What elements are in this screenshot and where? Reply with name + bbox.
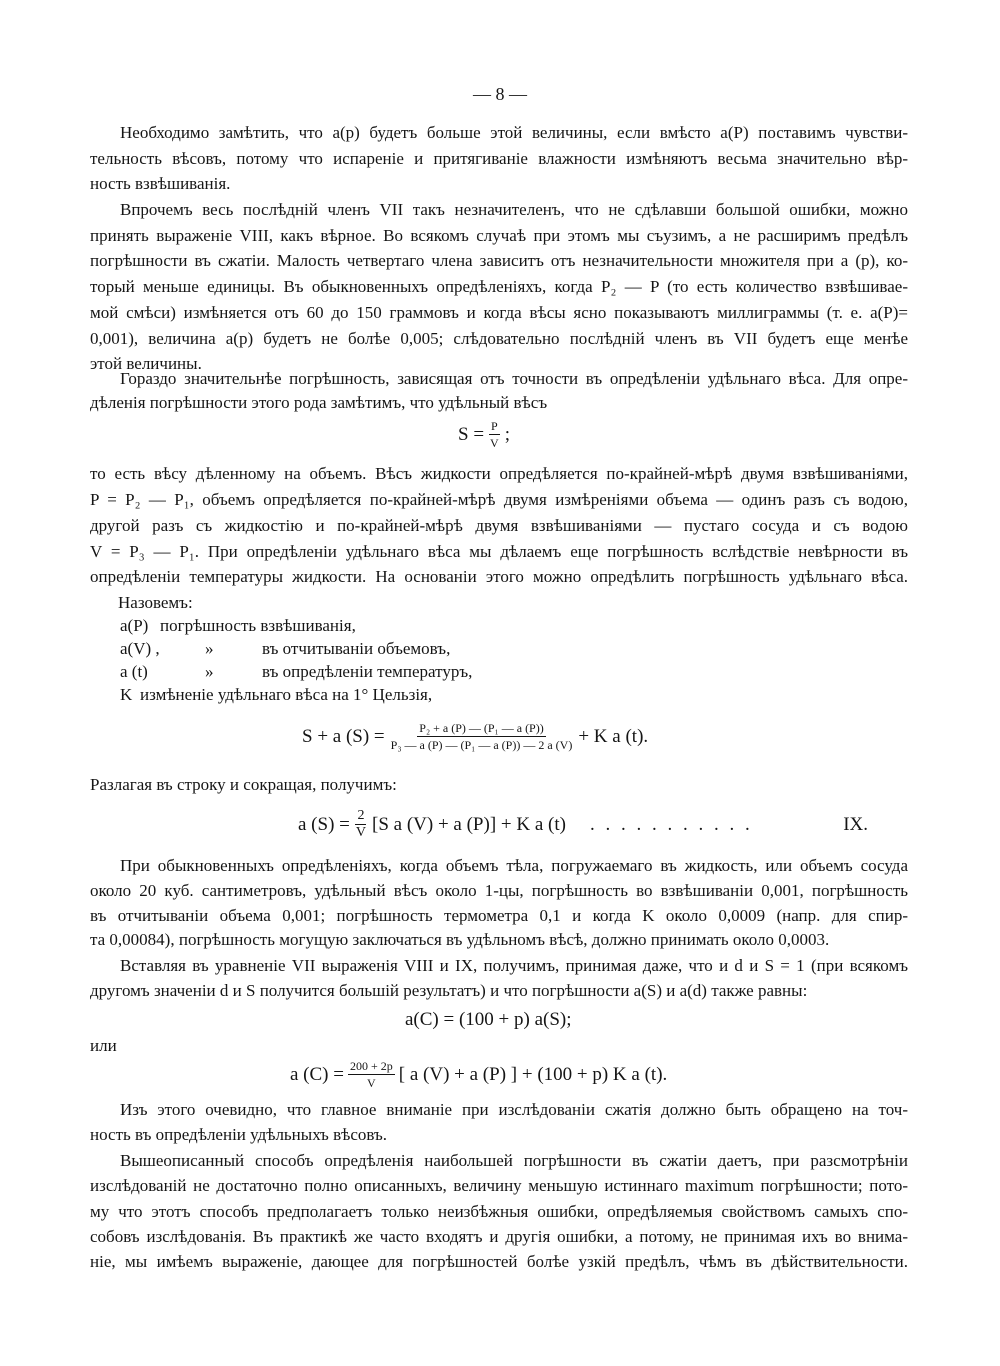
text-line: около 20 куб. сантиметровъ, удѣльный вѣсъ около 1-цы, погрѣшность во взвѣшиваніи 0,001, погрѣшность (90, 881, 908, 900)
text-line: принять выраженіе VIII, какъ вѣрное. Во всякомъ случаѣ при этомъ мы съузимъ, а не расширимъ предѣлъ (90, 226, 908, 245)
formula-lhs: S + a (S) = (302, 725, 385, 747)
text-line: этой величины. (90, 354, 202, 373)
numerator: 2 (357, 808, 365, 823)
definition-text: измѣненіе удѣльнаго вѣса на 1° Цельзія, (140, 685, 433, 704)
definition-symbol: a (t) (120, 662, 148, 681)
text-line: Разлагая въ строку и сокращая, получимъ: (90, 775, 397, 794)
definition-symbol: a(P) (120, 616, 149, 635)
text-line: или (90, 1036, 117, 1055)
formula-text: a(C) = (100 + p) a(S); (405, 1009, 572, 1030)
text-line: Вставляя въ уравненіе VII выраженія VIII и IX, получимъ, принимая даже, что и d и S = 1 (при всякомъ (120, 956, 908, 975)
definition-symbol: K (120, 685, 133, 704)
formula-c-simple (405, 1009, 572, 1031)
text-line: Впрочемъ весь послѣдній членъ VII такъ незначителенъ, что не сдѣлавши большой ошибки, можно (120, 200, 908, 219)
denominator: P₃ — a (P) — (P₁ — a (P)) — 2 a (V) (390, 738, 573, 752)
text-line: Изъ этого очевидно, что главное вниманіе при изслѣдованіи сжатія должно быть обращено на точ- (120, 1100, 908, 1119)
formula-tail: ; (504, 423, 510, 445)
text-line: собовъ изслѣдованія. Въ практикѣ же часто входятъ и другія ошибки, а потому, не принимая ихъ во внима- (90, 1227, 908, 1246)
formula-specific-weight (458, 418, 510, 451)
text-line: V = P₃ — P₁. При опредѣленіи удѣльнаго вѣса мы дѣлаемъ еще погрѣшность вслѣдствіе невѣрности въ (90, 542, 908, 561)
formula-tail: [S a (V) + a (P)] + K a (t) (372, 813, 566, 835)
page-number: — 8 — (473, 84, 527, 104)
leader-dots: . . . . . . . . . . . (589, 813, 753, 835)
text-line: 0,001), величина a(p) будетъ не болѣе 0,005; слѣдовательно послѣдній членъ въ VII будетъ еще менѣе (90, 329, 908, 348)
numerator: P₂ + a (P) — (P₁ — a (P)) (419, 721, 544, 735)
formula-lhs: S = (458, 423, 485, 445)
text-line: то есть вѣсу дѣленному на объемъ. Вѣсъ жидкости опредѣляется по-крайней-мѣрѣ двумя взвѣшиваніями, (90, 464, 908, 483)
text-line: другой разъ съ жидкостію и по-крайней-мѣрѣ двумя взвѣшиваніями — пустаго сосуда и съ водою (90, 516, 908, 535)
text-line: мой смѣси) измѣняется отъ 60 до 150 граммовъ и когда вѣсы ясно показываютъ миллиграммы (т. е. a(P)= (90, 303, 908, 322)
text-line: му что этотъ способъ предполагаетъ только неизбѣжныя ошибки, опредѣляемыя свойствомъ самыхъ спо- (90, 1202, 908, 1221)
denominator: V (367, 1076, 376, 1090)
definition-row (0, 684, 1000, 706)
formula-c-full (290, 1058, 667, 1091)
text-line: дѣленія погрѣшности этого рода замѣтимъ, что удѣльный вѣсъ (90, 393, 548, 412)
text-line: Вышеописанный способъ опредѣленія наибольшей погрѣшности въ сжатіи даетъ, при разсмотрѣніи (120, 1151, 908, 1170)
ditto-mark: » (205, 662, 214, 681)
formula-ix (298, 808, 868, 841)
equation-label: IX. (843, 813, 868, 835)
text-line: ность въ опредѣленіи удѣльныхъ вѣсовъ. (90, 1125, 388, 1144)
formula-lhs: a (C) = (290, 1063, 344, 1085)
text-line: Необходимо замѣтить, что a(p) будетъ больше этой величины, если вмѣсто a(P) поставимъ чувстви- (120, 123, 908, 142)
numerator: 200 + 2p (349, 1059, 393, 1073)
definition-text: погрѣшность взвѣшиванія, (160, 616, 356, 635)
numerator: P (491, 419, 498, 433)
text-line: ніе, мы имѣемъ выраженіе, дающее для погрѣшностей болѣе узкій предѣлъ, чѣмъ въ дѣйствительности. (90, 1252, 908, 1271)
text-line: При обыкновенныхъ опредѣленіяхъ, когда объемъ тѣла, погружаемаго въ жидкость, или объемъ сосуда (120, 856, 908, 875)
definition-row (0, 615, 1000, 637)
definition-row (0, 661, 1000, 683)
text-line: та 0,00084), погрѣшность могущую заключаться въ удѣльномъ вѣсѣ, должно принимать около 0,0003. (90, 930, 830, 949)
definition-text: въ отчитываніи объемовъ, (262, 639, 451, 658)
denominator: V (490, 436, 499, 450)
formula-tail: + K a (t). (578, 725, 649, 747)
text-line: тельность вѣсовъ, потому что испареніе и притягиваніе влажности измѣняютъ весьма значительно вѣр- (90, 149, 908, 168)
text-line: погрѣшности въ сжатіи. Малость четвертаго члена зависитъ отъ незначительности множителя при a (p), ко- (90, 251, 908, 270)
text-line: опредѣленіи температуры жидкости. На основаніи этого можно опредѣлить погрѣшность удѣльнаго вѣса. (90, 567, 908, 586)
definition-text: въ опредѣленіи температуръ, (262, 662, 473, 681)
text-line: Назовемъ: (118, 593, 193, 612)
text-line: ность взвѣшиванія. (90, 174, 231, 193)
definition-row (0, 638, 1000, 660)
formula-lhs: a (S) = (298, 813, 350, 835)
ditto-mark: » (205, 639, 214, 658)
denominator: V (355, 825, 366, 840)
text-line: Гораздо значительнѣе погрѣшность, зависящая отъ точности въ опредѣленіи удѣльнаго вѣса. Для опре- (120, 369, 908, 388)
formula-tail: [ a (V) + a (P) ] + (100 + p) K a (t). (398, 1063, 668, 1085)
definition-symbol: a(V) , (120, 639, 160, 658)
formula-expanded (302, 720, 648, 753)
text-line: торый меньше единицы. Въ обыкновенныхъ опредѣленіяхъ, когда P₂ — P (то есть количество взвѣшивае- (90, 277, 908, 296)
text-line: изслѣдованій не достаточно полно описанныхъ, величину меньшую истиннаго maximum погрѣшности; пото- (90, 1176, 908, 1195)
text-line: другомъ значеніи d и S получится большій результатъ) и что погрѣшности a(S) и a(d) также равны: (90, 981, 808, 1000)
text-line: P = P₂ — P₁, объемъ опредѣляется по-крайней-мѣрѣ двумя измѣреніями объема — одинъ разъ съ водою, (90, 490, 908, 509)
text-line: въ отчитываніи объема 0,001; погрѣшность термометра 0,1 и когда K около 0,0009 (напр. для спир- (90, 906, 908, 925)
